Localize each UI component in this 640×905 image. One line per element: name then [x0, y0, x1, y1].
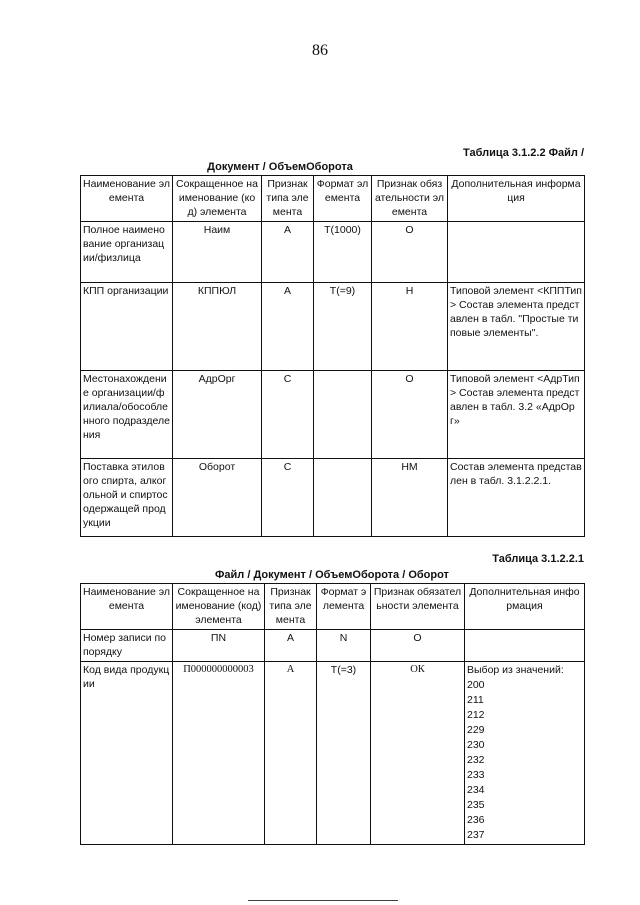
- header-format: Формат элемента: [314, 176, 372, 222]
- table1-header-row: [81, 176, 585, 222]
- cell-name: Поставка этилового спирта, алкогольной и спиртосодержащей продукции: [81, 459, 173, 537]
- option-value: 235: [467, 799, 485, 811]
- options-intro: Выбор из значений:: [467, 664, 564, 676]
- table-row: [81, 283, 585, 371]
- cell-info: [465, 662, 585, 845]
- header-required: Признак обязательности элемента: [372, 176, 448, 222]
- header-name: Наименование элемента: [81, 584, 173, 630]
- cell-required: Н: [372, 283, 448, 371]
- table1-caption: Таблица 3.1.2.2 Файл /: [463, 147, 584, 159]
- cell-format: [314, 371, 372, 459]
- cell-code: АдрОрг: [173, 371, 262, 459]
- cell-format: Т(=3): [317, 662, 371, 845]
- table-row: [81, 222, 585, 283]
- cell-type: С: [262, 371, 314, 459]
- option-value: 212: [467, 709, 485, 721]
- header-code: Сокращенное наименование (код) элемента: [173, 584, 265, 630]
- table2-subcaption: Файл / Документ / ОбъемОборота / Оборот: [215, 569, 449, 581]
- option-value: 236: [467, 814, 485, 826]
- cell-required: О: [372, 222, 448, 283]
- cell-type: А: [265, 662, 317, 845]
- cell-info: Состав элемента представлен в табл. 3.1.2.2.1.: [448, 459, 585, 537]
- header-code: Сокращенное наименование (код) элемента: [173, 176, 262, 222]
- option-value: 237: [467, 829, 485, 841]
- option-value: 233: [467, 769, 485, 781]
- page-number: 86: [312, 42, 328, 59]
- cell-name: Полное наименование организации/физлица: [81, 222, 173, 283]
- table-row: [81, 459, 585, 537]
- table2: [80, 583, 585, 845]
- cell-info: [448, 222, 585, 283]
- cell-format: [314, 459, 372, 537]
- table2-caption: Таблица 3.1.2.2.1: [492, 553, 584, 565]
- header-type: Признак типа элемента: [265, 584, 317, 630]
- cell-required: ОК: [371, 662, 465, 845]
- cell-required: О: [371, 630, 465, 662]
- option-value: 234: [467, 784, 485, 796]
- cell-required: НМ: [372, 459, 448, 537]
- table-row: [81, 662, 585, 845]
- header-type: Признак типа элемента: [262, 176, 314, 222]
- cell-name: Местонахождение организации/филиала/обособленного подразделения: [81, 371, 173, 459]
- cell-required: О: [372, 371, 448, 459]
- cell-code: П000000000003: [173, 662, 265, 845]
- cell-code: Наим: [173, 222, 262, 283]
- cell-name: Код вида продукции: [81, 662, 173, 845]
- cell-name: КПП организации: [81, 283, 173, 371]
- table2-header-row: [81, 584, 585, 630]
- header-format: Формат элемента: [317, 584, 371, 630]
- cell-format: N: [317, 630, 371, 662]
- cell-format: Т(1000): [314, 222, 372, 283]
- table1-subcaption: Документ / ОбъемОборота: [207, 161, 353, 173]
- header-required: Признак обязательности элемента: [371, 584, 465, 630]
- cell-type: А: [265, 630, 317, 662]
- cell-type: С: [262, 459, 314, 537]
- table-row: [81, 371, 585, 459]
- option-value: 200: [467, 679, 485, 691]
- option-value: 211: [467, 694, 484, 706]
- header-info: Дополнительная информация: [448, 176, 585, 222]
- cell-info: Типовой элемент <КППТип> Состав элемента представлен в табл. "Простые типовые элементы".: [448, 283, 585, 371]
- cell-code: ПN: [173, 630, 265, 662]
- footer-divider: [248, 900, 398, 901]
- cell-info: Типовой элемент <АдрТип> Состав элемента представлен в табл. 3.2 «АдрОрг»: [448, 371, 585, 459]
- table1: [80, 175, 585, 537]
- cell-code: Оборот: [173, 459, 262, 537]
- option-value: 229: [467, 724, 485, 736]
- table-row: [81, 630, 585, 662]
- cell-type: А: [262, 283, 314, 371]
- cell-name: Номер записи по порядку: [81, 630, 173, 662]
- cell-type: А: [262, 222, 314, 283]
- option-value: 230: [467, 739, 485, 751]
- header-name: Наименование элемента: [81, 176, 173, 222]
- cell-format: Т(=9): [314, 283, 372, 371]
- cell-info: [465, 630, 585, 662]
- option-value: 232: [467, 754, 485, 766]
- header-info: Дополнительная информация: [465, 584, 585, 630]
- cell-code: КППЮЛ: [173, 283, 262, 371]
